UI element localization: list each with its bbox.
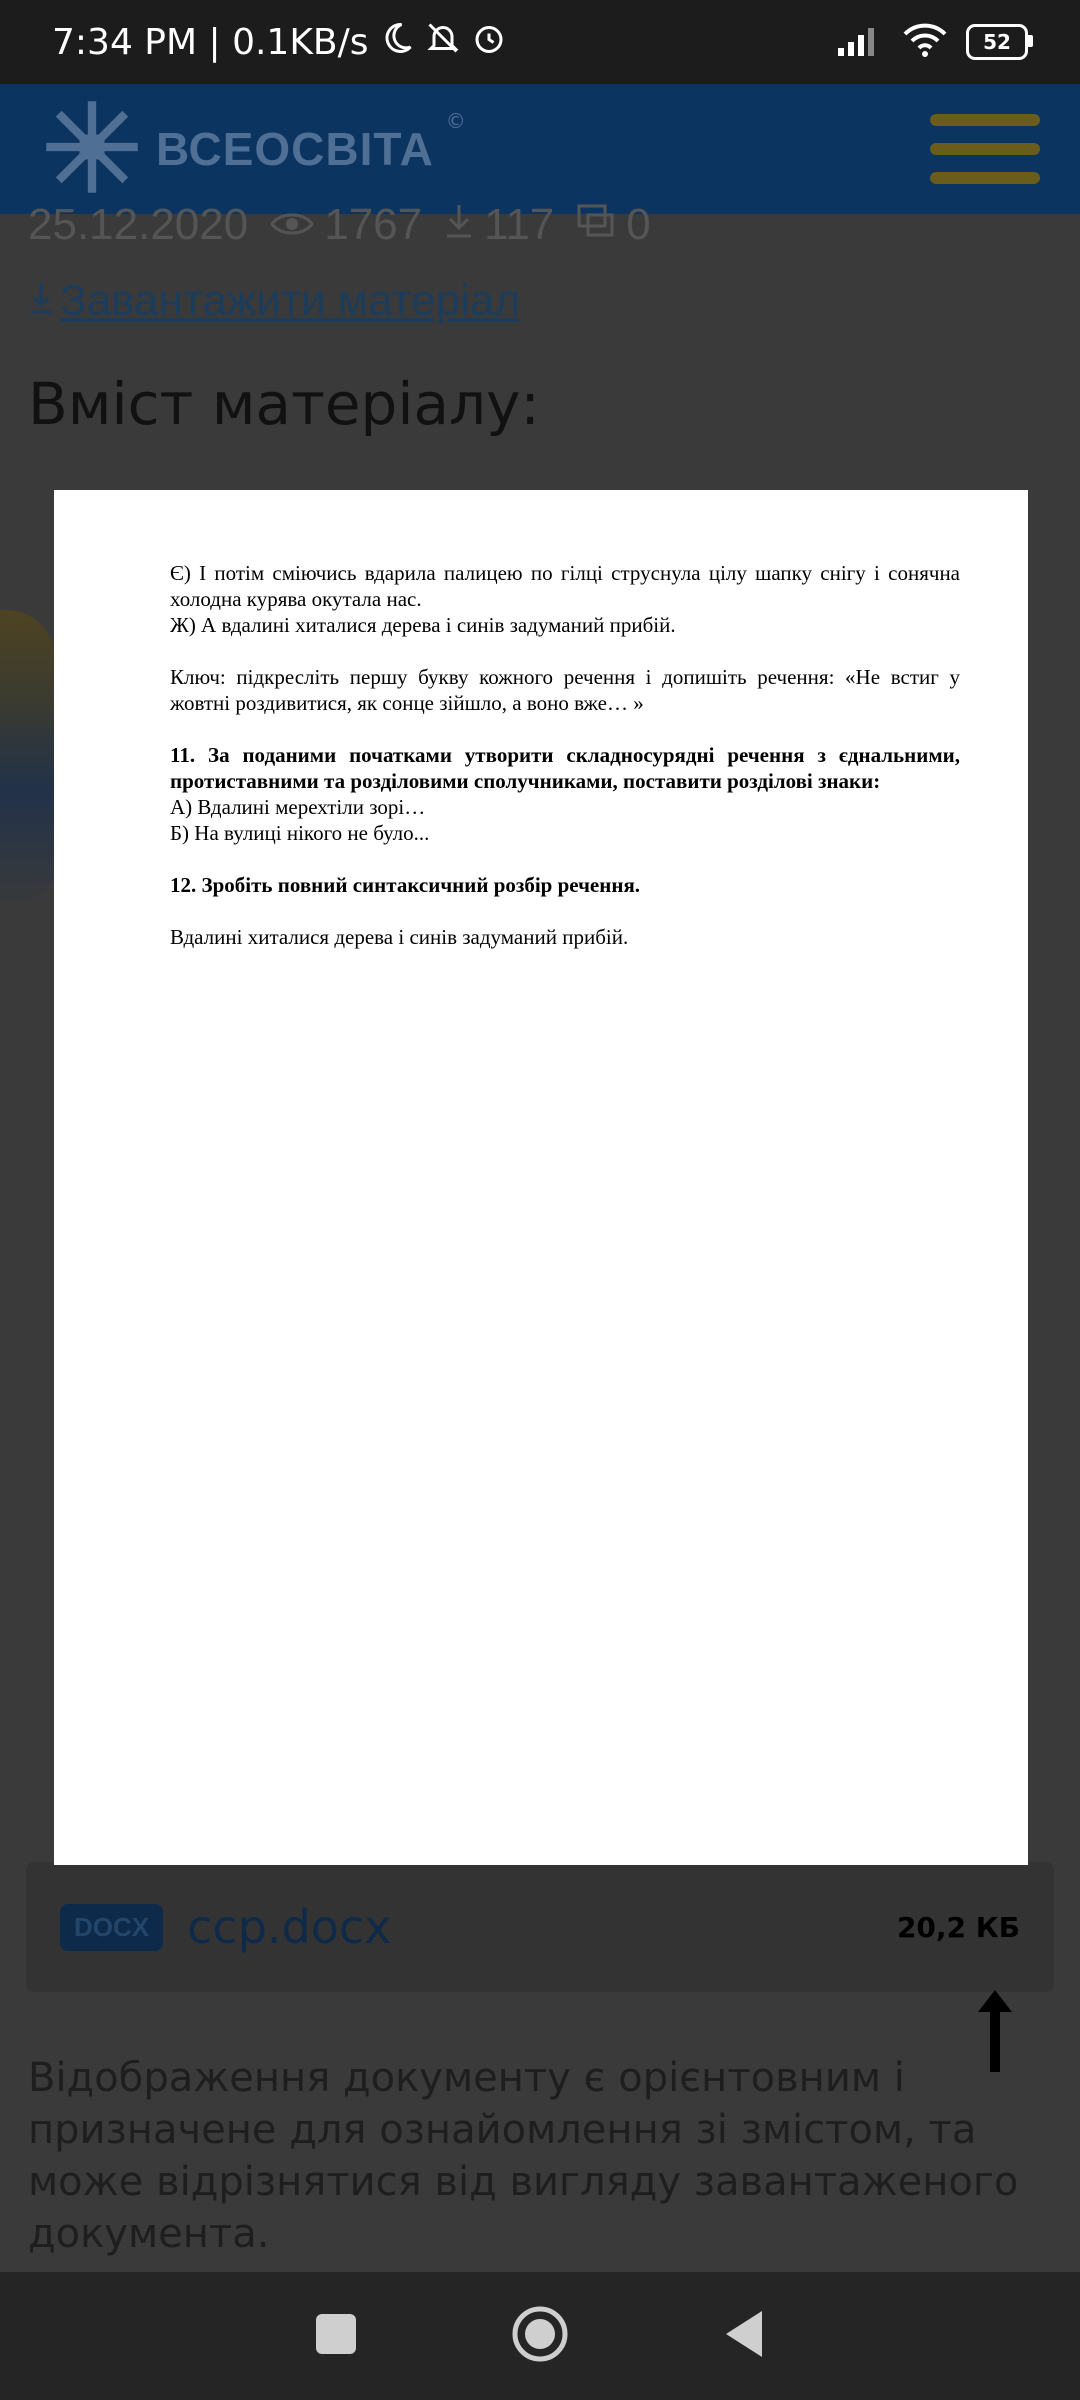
square-icon	[314, 2312, 358, 2360]
document-line: А) Вдалині мерехтіли зорі…	[170, 795, 426, 819]
document-text	[170, 560, 960, 950]
decorative-image	[0, 610, 56, 910]
views-count	[270, 200, 422, 250]
menu-line	[930, 172, 1040, 184]
preview-disclaimer: Відображення документу є орієнтовним і призначене для ознайомлення зі змістом, та може відрізнятися від вигляду завантаженого документа.	[28, 2055, 1019, 2257]
system-nav-bar	[0, 2272, 1080, 2400]
document-preview	[54, 490, 1028, 1865]
material-meta	[28, 200, 651, 250]
site-header	[0, 84, 1080, 214]
document-line: Є) І потім сміючись вдарила палицею по гілці струснула цілу шапку снігу і сонячна холодна курява окутала нас.	[170, 561, 960, 611]
document-line: Ключ: підкресліть першу букву кожного речення і допишіть речення: «Не встиг у жовтні роздивитися, як сонце зійшло, а воно вже… »	[170, 665, 960, 715]
comments-count	[576, 200, 650, 250]
publish-date: 25.12.2020	[28, 200, 249, 249]
document-blank-line	[170, 716, 960, 742]
file-name: ccp.docx	[187, 1900, 392, 1954]
download-material-link[interactable]	[28, 276, 520, 326]
back-button[interactable]	[712, 2304, 776, 2368]
menu-line	[930, 114, 1040, 126]
logo-text: ВСЕОСВІТА	[156, 123, 434, 175]
moon-icon	[379, 20, 415, 65]
snowflake-logo-icon	[40, 95, 144, 203]
docx-file-icon: DOCX	[60, 1904, 163, 1951]
document-line: Вдалині хиталися дерева і синів задуманий прибій.	[170, 925, 629, 949]
home-circle-icon	[511, 2305, 569, 2367]
site-logo[interactable]	[40, 95, 466, 203]
downloads-count	[444, 200, 554, 250]
section-title: Вміст матеріалу:	[28, 370, 540, 438]
signal-icon	[836, 22, 884, 62]
views-value: 1767	[324, 200, 423, 249]
document-line: Б) На вулиці нікого не було...	[170, 821, 430, 845]
battery-icon: 52	[966, 24, 1028, 60]
status-time: 7:34 PM | 0.1KB/s	[52, 21, 369, 63]
document-blank-line	[170, 638, 960, 664]
download-arrow-icon	[28, 276, 54, 326]
logo-copyright: ©	[445, 109, 466, 133]
document-line: 12. Зробіть повний синтаксичний розбір речення.	[170, 873, 641, 897]
attached-file[interactable]	[26, 1862, 1054, 1992]
downloads-value: 117	[484, 200, 555, 249]
download-link-label: Завантажити матеріал	[60, 276, 521, 325]
comments-icon	[576, 200, 616, 250]
back-triangle-icon	[722, 2309, 766, 2363]
document-line: Ж) А вдалині хиталися дерева і синів задуманий прибій.	[170, 613, 676, 637]
download-icon	[444, 200, 474, 250]
document-line: 11. За поданими початками утворити складносурядні речення з єднальними, протиставними та розділовими сполучниками, поставити розділові знаки:	[170, 743, 960, 793]
comments-value: 0	[626, 200, 651, 249]
status-bar	[0, 0, 1080, 84]
hamburger-menu-button[interactable]	[930, 114, 1040, 184]
menu-line	[930, 143, 1040, 155]
status-left	[52, 20, 507, 65]
wifi-icon	[902, 22, 948, 62]
alarm-icon	[471, 20, 507, 65]
home-button[interactable]	[508, 2304, 572, 2368]
bell-off-icon	[425, 20, 461, 65]
recent-apps-button[interactable]	[304, 2304, 368, 2368]
document-blank-line	[170, 898, 960, 924]
file-size: 20,2 КБ	[896, 1910, 1020, 1944]
eye-icon	[270, 200, 314, 250]
document-blank-line	[170, 846, 960, 872]
status-right	[836, 22, 1028, 62]
